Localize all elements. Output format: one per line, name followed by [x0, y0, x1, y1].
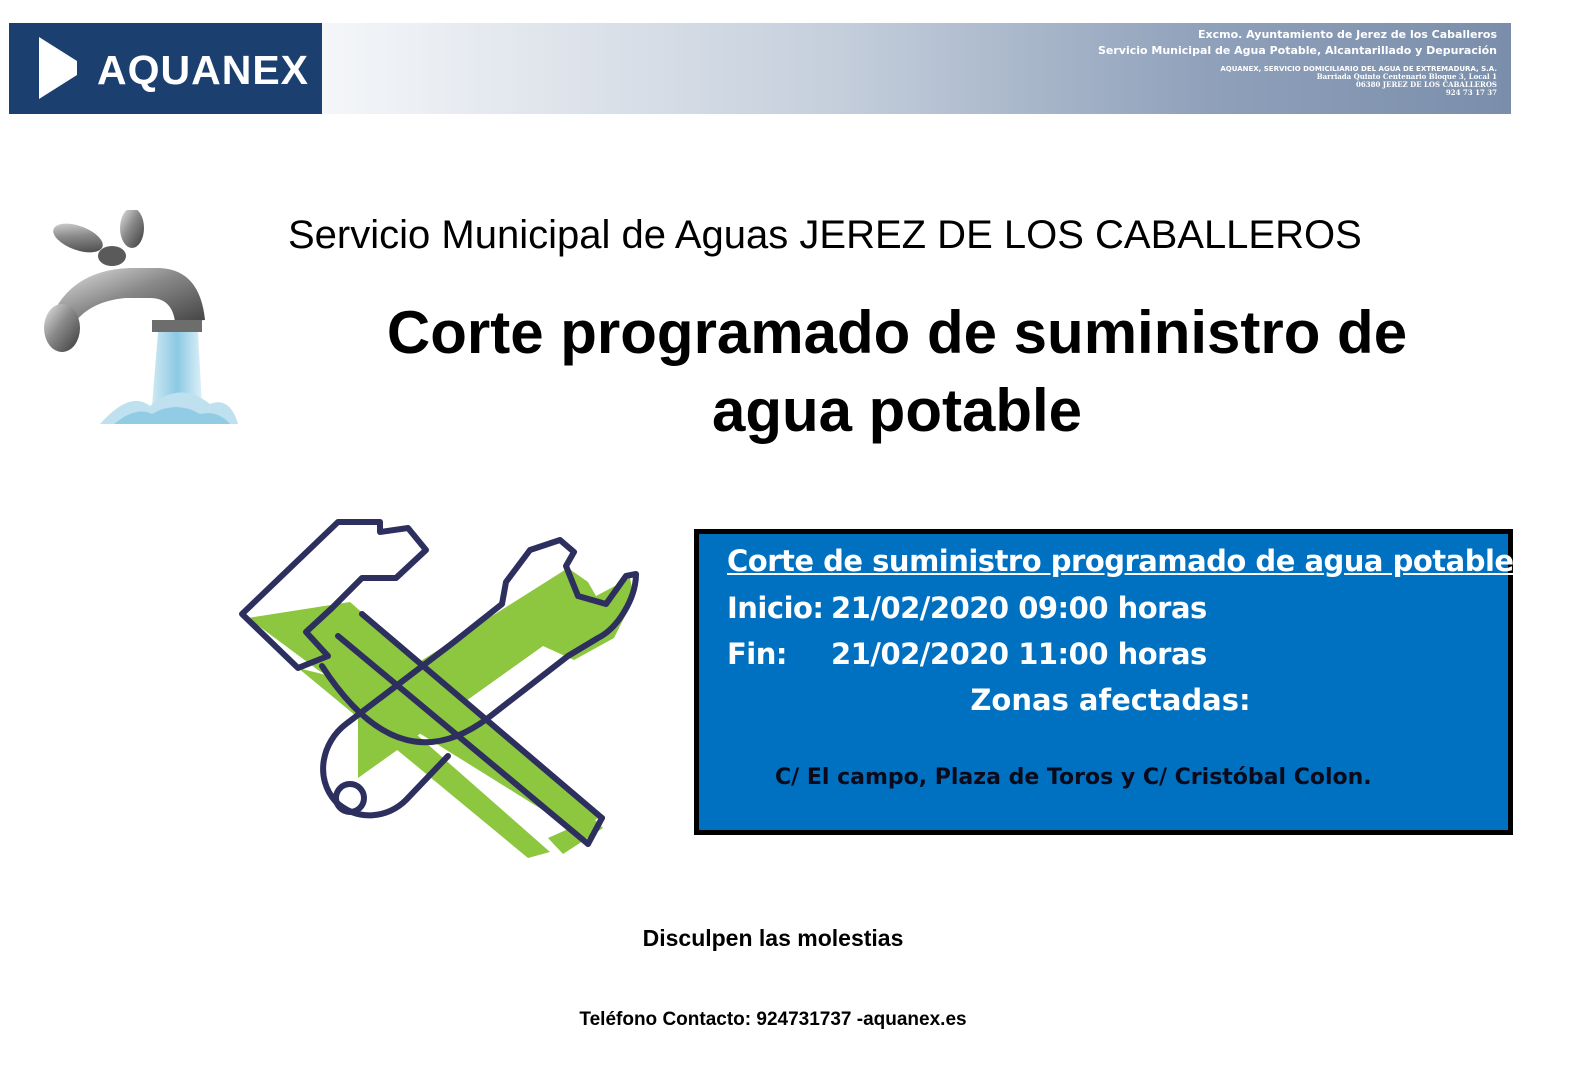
- info-start-value: 21/02/2020 09:00 horas: [831, 591, 1207, 625]
- notice-subtitle: Servicio Municipal de Aguas JEREZ DE LOS CABALLEROS: [288, 213, 1362, 257]
- header-banner: [9, 23, 1511, 114]
- contact-text: Teléfono Contacto: 924731737 -aquanex.es: [579, 1009, 967, 1030]
- info-end-row: [727, 637, 1207, 671]
- info-end-label: Fin:: [727, 637, 787, 671]
- notice-title-line2: agua potable: [711, 377, 1083, 444]
- aquanex-logo-icon: [37, 35, 79, 101]
- header-phone: 924 73 17 37: [1445, 88, 1497, 97]
- notice-title-line1: Corte programado de suministro de: [386, 299, 1408, 366]
- header-city: 06380 JEREZ DE LOS CABALLEROS: [1356, 80, 1497, 89]
- info-zones-title: Zonas afectadas:: [970, 683, 1251, 717]
- info-zones-list: C/ El campo, Plaza de Toros y C/ Cristóbal Colon.: [775, 765, 1372, 790]
- header-address-block: [1098, 65, 1497, 97]
- logo-text: AQUANEX: [97, 47, 310, 93]
- aquanex-logo: [9, 23, 322, 114]
- outage-info-box: [694, 529, 1513, 835]
- header-service: Servicio Municipal de Agua Potable, Alcantarillado y Depuración: [1097, 44, 1497, 57]
- info-start-row: [727, 591, 1207, 625]
- faucet-icon: [40, 210, 240, 426]
- header-company: AQUANEX, SERVICIO DOMICILIARIO DEL AGUA DE EXTREMADURA, S.A.: [1220, 65, 1497, 73]
- info-end-value: 21/02/2020 11:00 horas: [831, 637, 1207, 671]
- tools-icon: [238, 518, 648, 858]
- info-heading: Corte de suministro programado de agua potable: [727, 544, 1514, 578]
- apology-text: Disculpen las molestias: [642, 925, 904, 951]
- header-address: Barriada Quinto Centenario Bloque 3, Local 1: [1316, 72, 1497, 81]
- info-start-label: Inicio:: [727, 591, 824, 625]
- header-municipality: Excmo. Ayuntamiento de Jerez de los Caballeros: [1198, 28, 1497, 41]
- notice-title: [290, 294, 1504, 450]
- header-info: [1098, 27, 1497, 97]
